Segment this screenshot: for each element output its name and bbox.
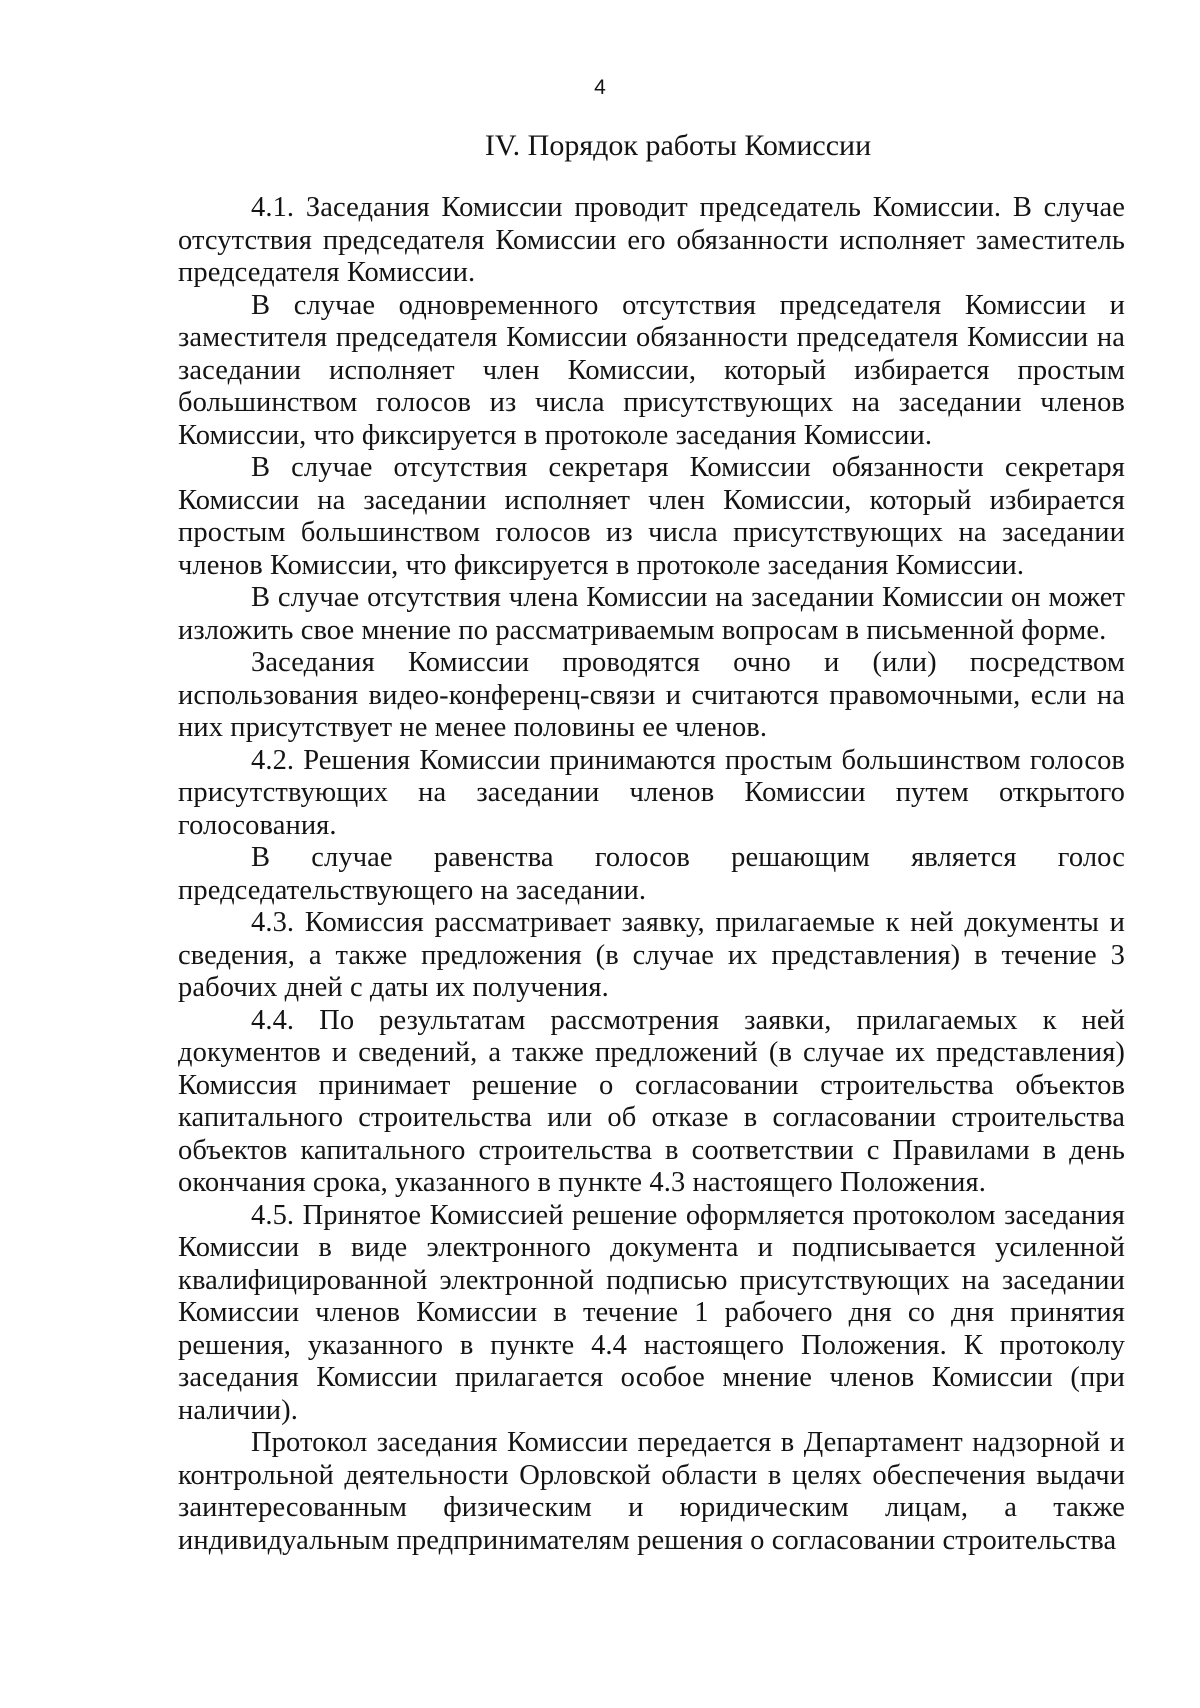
paragraph-4-2: 4.2. Решения Комиссии принимаются простым большинством голосов присутствующих на заседании членов Комиссии путем открытого голосования. bbox=[178, 744, 1125, 841]
page-number: 4 bbox=[594, 76, 606, 99]
paragraph-4-3: 4.3. Комиссия рассматривает заявку, прилагаемые к ней документы и сведения, а также предложения (в случае их представления) в течение 3 рабочих дней с даты их получения. bbox=[178, 907, 1125, 1003]
section-title: IV. Порядок работы Комиссии bbox=[484, 129, 872, 162]
paragraph-meeting-format: Заседания Комиссии проводятся очно и (или) посредством использования видео-конференц-связи и считаются правомочными, если на них присутствует не менее половины ее членов. bbox=[178, 647, 1125, 743]
paragraph-tie-vote: В случае равенства голосов решающим является голос председательствующего на заседании. bbox=[178, 842, 1125, 906]
paragraph-4-5: 4.5. Принятое Комиссией решение оформляется протоколом заседания Комиссии в виде электронного документа и подписывается усиленной квалифицированной электронной подписью присутствующих на заседании Комиссии членов Комиссии в течение 1 рабочего дня со дня принятия решения, указанного в пункте 4.4 настоящего Положения. К протоколу заседания Комиссии прилагается особое мнение членов Комиссии (при наличии). bbox=[178, 1199, 1125, 1426]
paragraph-absent-chair-and-deputy: В случае одновременного отсутствия председателя Комиссии и заместителя председателя Комиссии обязанности председателя Комиссии на заседании исполняет член Комиссии, который избирается простым большинством голосов из числа присутствующих на заседании членов Комиссии, что фиксируется в протоколе заседания Комиссии. bbox=[178, 289, 1125, 451]
paragraph-absent-secretary: В случае отсутствия секретаря Комиссии обязанности секретаря Комиссии на заседании исполняет член Комиссии, который избирается простым большинством голосов из числа присутствующих на заседании членов Комиссии, что фиксируется в протоколе заседания Комиссии. bbox=[178, 452, 1125, 581]
paragraph-absent-member: В случае отсутствия члена Комиссии на заседании Комиссии он может изложить свое мнение по рассматриваемым вопросам в письменной форме. bbox=[178, 582, 1125, 646]
document-body bbox=[178, 192, 1125, 1557]
paragraph-protocol-transfer: Протокол заседания Комиссии передается в Департамент надзорной и контрольной деятельности Орловской области в целях обеспечения выдачи заинтересованным физическим и юридическим лицам, а также индивидуальным предпринимателям решения о согласовании строительства bbox=[178, 1427, 1125, 1556]
paragraph-4-4: 4.4. По результатам рассмотрения заявки, прилагаемых к ней документов и сведений, а также предложений (в случае их представления) Комиссия принимает решение о согласовании строительства объектов капитального строительства или об отказе в согласовании строительства объектов капитального строительства в соответствии с Правилами в день окончания срока, указанного в пункте 4.3 настоящего Положения. bbox=[178, 1004, 1125, 1198]
paragraph-4-1: 4.1. Заседания Комиссии проводит председатель Комиссии. В случае отсутствия председателя Комиссии его обязанности исполняет заместитель председателя Комиссии. bbox=[178, 192, 1125, 288]
